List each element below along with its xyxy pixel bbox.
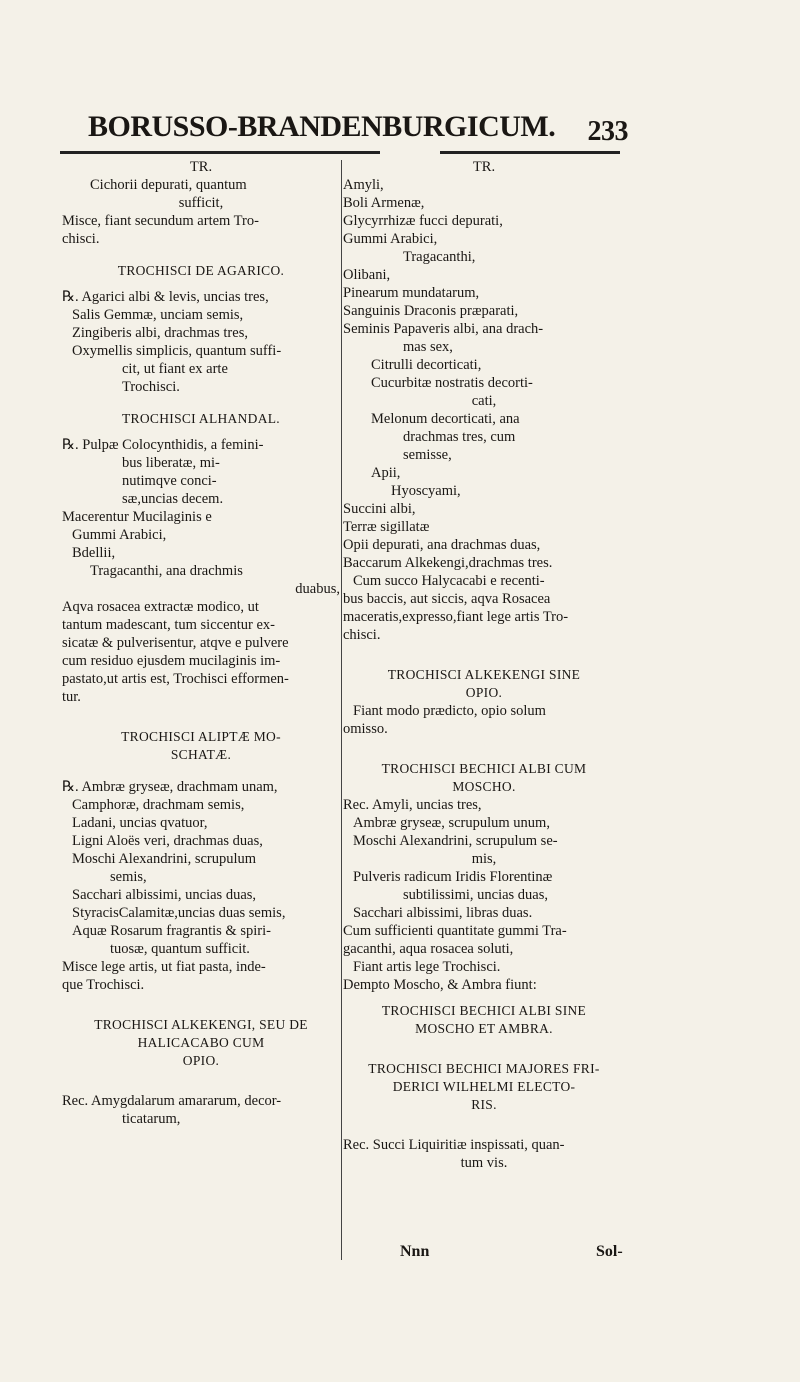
text-line: Fiant artis lege Trochisci. xyxy=(353,959,501,975)
text-line: cum residuo ejusdem mucilaginis im- xyxy=(62,653,281,669)
section-heading: TROCHISCI BECHICI ALBI SINE xyxy=(381,1003,587,1018)
section-heading: TROCHISCI ALHANDAL. xyxy=(122,411,280,426)
text-line: mas sex, xyxy=(403,339,453,355)
text-line: chisci. xyxy=(62,231,100,247)
text-line: Pulveris radicum Iridis Florentinæ xyxy=(353,869,553,885)
text-line: Seminis Papaveris albi, ana drach- xyxy=(343,321,544,337)
text-line: TR. xyxy=(472,159,496,175)
text-line: Cichorii depurati, quantum xyxy=(90,177,247,193)
text-line: mis, xyxy=(471,851,497,867)
text-line: ℞. Pulpæ Colocynthidis, a femini- xyxy=(62,437,264,453)
text-line: Amyli, xyxy=(343,177,384,193)
text-line: Melonum decorticati, ana xyxy=(371,411,520,427)
text-line: que Trochisci. xyxy=(62,977,145,993)
text-line: Cucurbitæ nostratis decorti- xyxy=(371,375,533,391)
text-line: TR. xyxy=(189,159,213,175)
section-heading: TROCHISCI ALIPTÆ MO- xyxy=(121,729,281,744)
text-line: Glycyrrhizæ fucci depurati, xyxy=(343,213,503,229)
text-line: Macerentur Mucilaginis e xyxy=(62,509,212,525)
header-rule-right xyxy=(440,151,620,154)
text-line: Misce lege artis, ut fiat pasta, inde- xyxy=(62,959,266,975)
spacer xyxy=(62,994,340,1016)
spacer xyxy=(62,706,340,728)
text-line: semisse, xyxy=(403,447,452,463)
spacer xyxy=(343,738,625,760)
page-number: 233 xyxy=(587,116,628,147)
section-heading: TROCHISCI ALKEKENGI, SEU DE xyxy=(94,1017,308,1032)
section-heading: TROCHISCI BECHICI ALBI CUM xyxy=(381,761,587,776)
text-line: Tragacanthi, xyxy=(403,249,476,265)
text-line: tantum madescant, tum siccentur ex- xyxy=(62,617,275,633)
section-heading: TROCHISCI DE AGARICO. xyxy=(117,263,285,278)
spacer xyxy=(343,994,625,1002)
text-line: Rec. Amyli, uncias tres, xyxy=(343,797,482,813)
text-line: sufficit, xyxy=(178,195,224,211)
spacer xyxy=(62,764,340,778)
text-line: Apii, xyxy=(371,465,401,481)
text-line: omisso. xyxy=(343,721,388,737)
text-line: nutimqve conci- xyxy=(122,473,217,489)
text-line: pastato,ut artis est, Trochisci efformen- xyxy=(62,671,289,687)
text-line: chisci. xyxy=(343,627,381,643)
text-line: Bdellii, xyxy=(72,545,116,561)
text-line: Cum succo Halycacabi e recenti- xyxy=(353,573,545,589)
text-line: tum vis. xyxy=(460,1155,508,1171)
text-line: cit, ut fiant ex arte xyxy=(122,361,228,377)
text-line: Sacchari albissimi, uncias duas, xyxy=(72,887,257,903)
spacer xyxy=(343,1114,625,1136)
text-line: gacanthi, aqua rosacea soluti, xyxy=(343,941,514,957)
section-heading: DERICI WILHELMI ELECTO- xyxy=(392,1079,576,1094)
spacer xyxy=(343,644,625,666)
text-line: Aquæ Rosarum fragrantis & spiri- xyxy=(72,923,271,939)
text-line: Rec. Succi Liquiritiæ inspissati, quan- xyxy=(343,1137,565,1153)
text-line: Opii depurati, ana drachmas duas, xyxy=(343,537,541,553)
header-title: BORUSSO-BRANDENBURGICUM. xyxy=(88,110,556,143)
text-line: Tragacanthi, ana drachmis xyxy=(90,563,243,579)
signature-mark: Nnn xyxy=(400,1243,430,1260)
catchword: Sol- xyxy=(596,1243,623,1260)
text-line: duabus, xyxy=(295,581,340,597)
right-column xyxy=(343,158,625,1172)
section-heading: MOSCHO ET AMBRA. xyxy=(415,1021,553,1036)
header-rule-left xyxy=(60,151,380,154)
text-line: Salis Gemmæ, unciam semis, xyxy=(72,307,244,323)
spacer xyxy=(62,428,340,436)
section-heading: OPIO. xyxy=(182,1053,220,1068)
text-line: StyracisCalamitæ,uncias duas semis, xyxy=(72,905,286,921)
text-line: Cum sufficienti quantitate gummi Tra- xyxy=(343,923,567,939)
text-line: Zingiberis albi, drachmas tres, xyxy=(72,325,248,341)
section-heading: SCHATÆ. xyxy=(170,747,232,762)
section-heading: TROCHISCI ALKEKENGI SINE xyxy=(387,667,581,682)
text-line: Baccarum Alkekengi,drachmas tres. xyxy=(343,555,553,571)
text-line: Hyoscyami, xyxy=(391,483,461,499)
text-line: Gummi Arabici, xyxy=(343,231,438,247)
text-line: Moschi Alexandrini, scrupulum se- xyxy=(353,833,558,849)
text-line: tuosæ, quantum sufficit. xyxy=(110,941,250,957)
spacer xyxy=(343,1038,625,1060)
spacer xyxy=(62,1070,340,1092)
spacer xyxy=(62,396,340,410)
text-line: Ambræ gryseæ, scrupulum unum, xyxy=(353,815,550,831)
text-line: Pinearum mundatarum, xyxy=(343,285,480,301)
text-line: bus liberatæ, mi- xyxy=(122,455,220,471)
text-line: sicatæ & pulverisentur, atqve e pulvere xyxy=(62,635,289,651)
text-line: ℞. Agarici albi & levis, uncias tres, xyxy=(62,289,269,305)
section-heading: RIS. xyxy=(471,1097,497,1112)
text-line: Gummi Arabici, xyxy=(72,527,167,543)
text-line: maceratis,expresso,fiant lege artis Tro- xyxy=(343,609,569,625)
text-line: Oxymellis simplicis, quantum suffi- xyxy=(72,343,282,359)
text-line: Sanguinis Draconis præparati, xyxy=(343,303,519,319)
section-heading: HALICACABO CUM xyxy=(137,1035,265,1050)
text-line: drachmas tres, cum xyxy=(403,429,516,445)
section-heading: MOSCHO. xyxy=(452,779,516,794)
text-line: semis, xyxy=(110,869,147,885)
spacer xyxy=(62,248,340,262)
text-line: Aqva rosacea extractæ modico, ut xyxy=(62,599,259,615)
text-line: Ladani, uncias qvatuor, xyxy=(72,815,208,831)
left-column xyxy=(62,158,340,1128)
text-line: Sacchari albissimi, libras duas. xyxy=(353,905,533,921)
text-line: Dempto Moscho, & Ambra fiunt: xyxy=(343,977,537,993)
text-line: Succini albi, xyxy=(343,501,416,517)
text-line: Misce, fiant secundum artem Tro- xyxy=(62,213,259,229)
running-header xyxy=(88,110,628,152)
text-line: subtilissimi, uncias duas, xyxy=(403,887,548,903)
text-line: Moschi Alexandrini, scrupulum xyxy=(72,851,257,867)
text-line: Trochisci. xyxy=(122,379,180,395)
text-line: Citrulli decorticati, xyxy=(371,357,482,373)
text-line: Olibani, xyxy=(343,267,391,283)
spacer xyxy=(62,280,340,288)
text-line: sæ,uncias decem. xyxy=(122,491,224,507)
text-line: Terræ sigillatæ xyxy=(343,519,430,535)
text-line: Fiant modo prædicto, opio solum xyxy=(353,703,546,719)
text-line: Ligni Aloës veri, drachmas duas, xyxy=(72,833,263,849)
text-line: Boli Armenæ, xyxy=(343,195,425,211)
column-divider xyxy=(341,160,342,1260)
text-line: ℞. Ambræ gryseæ, drachmam unam, xyxy=(62,779,278,795)
text-line: Camphoræ, drachmam semis, xyxy=(72,797,245,813)
text-line: cati, xyxy=(471,393,497,409)
text-line: ticatarum, xyxy=(122,1111,181,1127)
section-heading: TROCHISCI BECHICI MAJORES FRI- xyxy=(368,1061,600,1076)
text-line: tur. xyxy=(62,689,81,705)
section-heading: OPIO. xyxy=(465,685,503,700)
text-line: Rec. Amygdalarum amararum, decor- xyxy=(62,1093,282,1109)
text-line: bus baccis, aut siccis, aqva Rosacea xyxy=(343,591,551,607)
